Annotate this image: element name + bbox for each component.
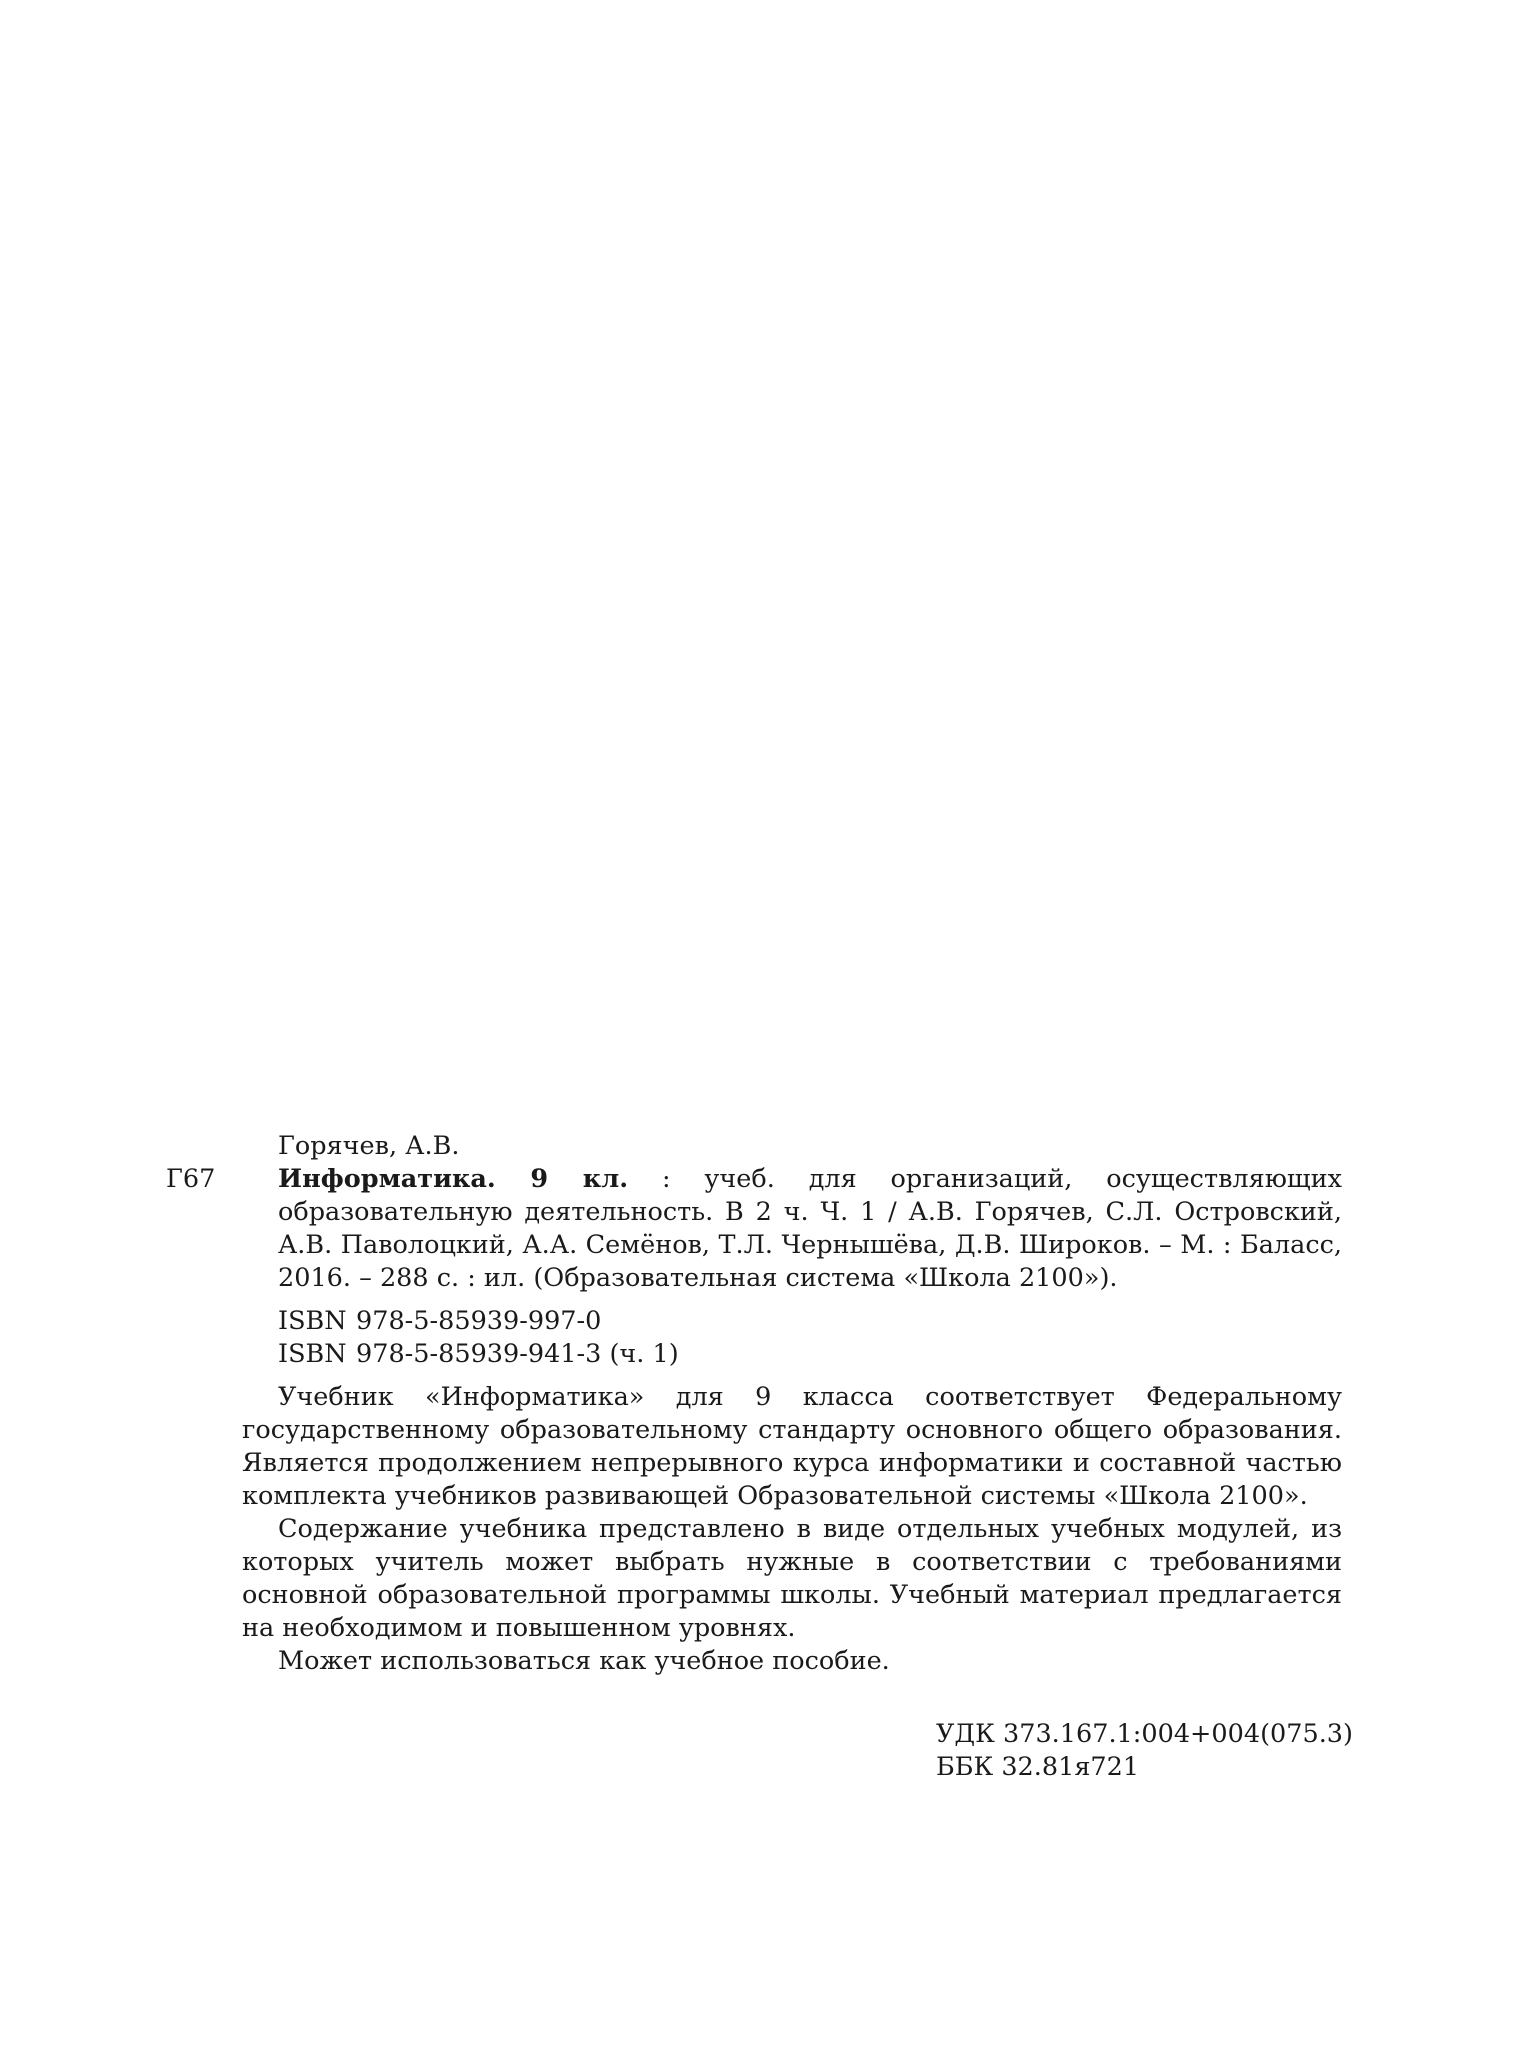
annotation-paragraph: Может использоваться как учебное пособие. [278,1646,890,1676]
isbn-list [278,1305,1342,1371]
classification-codes [936,1718,1353,1784]
annotation [242,1381,1342,1678]
book-title: Информатика. 9 кл. [278,1164,629,1194]
isbn-line [278,1305,1342,1338]
author-sign-code: Г67 [166,1164,216,1194]
description-text: : учеб. для организаций, осуществляющих образовательную деятельность. В 2 ч. Ч. 1 / А.В. Горячев, С.Л. Островский, А.В. Паволоцкий, А.А. Семёнов, Т.Л. Чернышёва, Д.В. Широков. – М. : Баласс, 2016. – 288 с. : ил. (Образовательная система «Школа 2100»). [278,1164,1342,1293]
isbn-label: ISBN [278,1339,347,1369]
isbn-line [278,1338,1342,1371]
annotation-paragraph: Учебник «Информатика» для 9 класса соответствует Федеральному государственному образовательному стандарту основного общего образования. Является продолжением непрерывного курса информатики и составной частью комплекта учебников развивающей Образовательной системы «Школа 2100». [242,1382,1342,1511]
bbk-code: ББК 32.81я721 [936,1752,1140,1782]
udk-code: УДК 373.167.1:004+004(075.3) [936,1719,1353,1749]
isbn-label: ISBN [278,1306,347,1336]
annotation-paragraph: Содержание учебника представлено в виде отдельных учебных модулей, из которых учитель может выбрать нужные в соответствии с требованиями основной образовательной программы школы. Учебный материал предлагается на необходимом и повышенном уровнях. [242,1514,1342,1643]
author-heading: Горячев, А.В. [278,1131,460,1161]
catalog-record [166,1130,1342,1678]
bibliographic-entry [166,1163,1342,1295]
isbn-value: 978-5-85939-941-3 (ч. 1) [356,1339,679,1369]
isbn-value: 978-5-85939-997-0 [356,1306,602,1336]
bibliographic-description [278,1163,1342,1295]
